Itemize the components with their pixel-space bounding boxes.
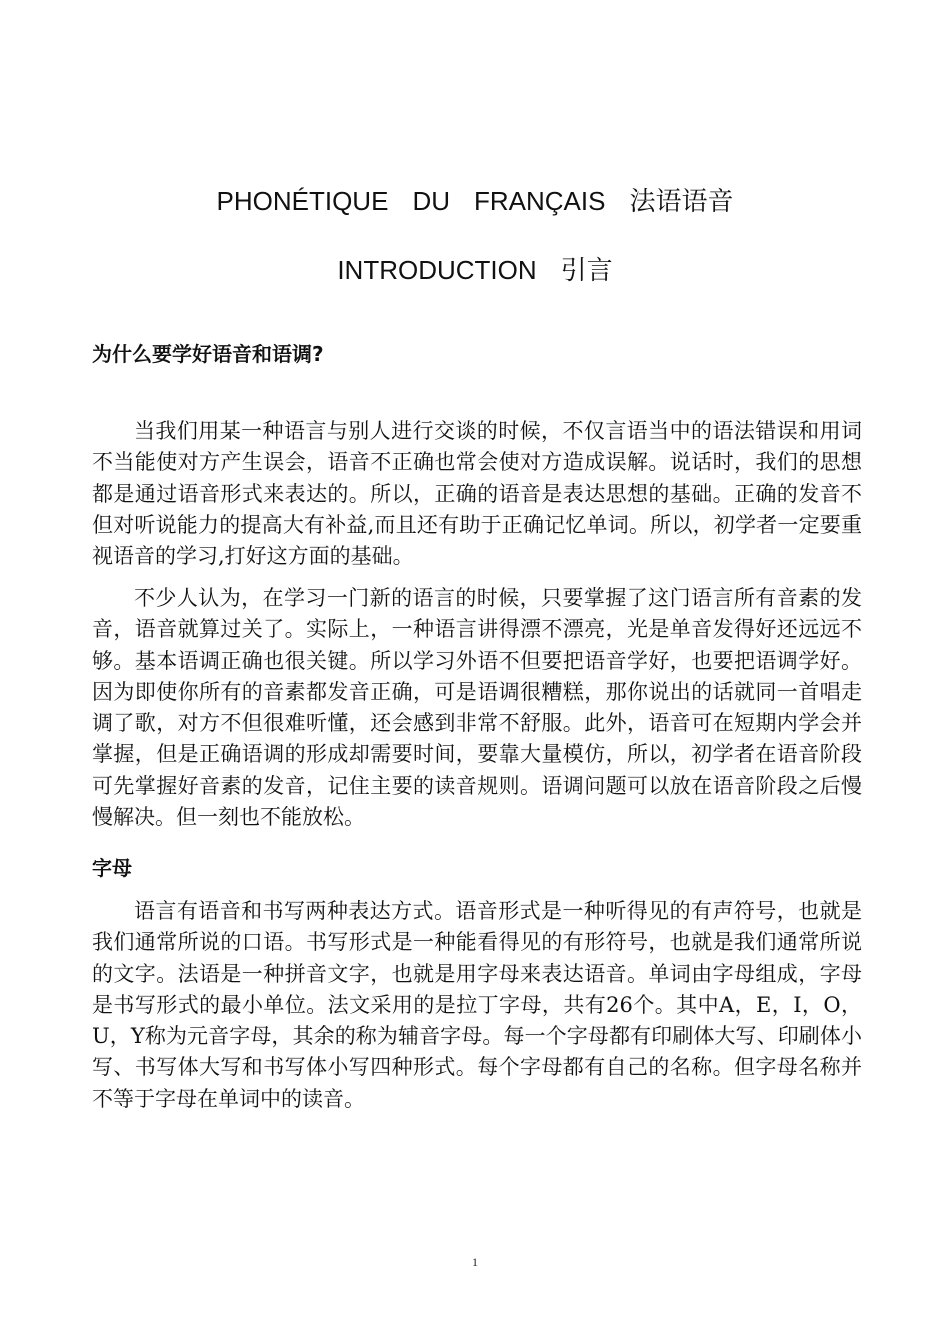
- section-heading-why-learn: 为什么要学好语音和语调?: [92, 342, 324, 366]
- paragraph-alphabet-description: 语言有语音和书写两种表达方式。语音形式是一种听得见的有声符号，也就是我们通常所说的口语。书写形式是一种能看得见的有形符号，也就是我们通常所说的文字。法语是一种拼音文字，也就是用字母来表达语音。单词由字母组成，字母是书写形式的最小单位。法文采用的是拉丁字母，共有26个。其中A，E，I，O，U，Y称为元音字母，其余的称为辅音字母。每一个字母都有印刷体大写、印刷体小写、书写体大写和书写体小写四种形式。每个字母都有自己的名称。但字母名称并不等于字母在单词中的读音。: [92, 899, 862, 1111]
- paragraph-importance-of-pronunciation: 当我们用某一种语言与别人进行交谈的时候，不仅言语当中的语法错误和用词不当能使对方产生误会，语音不正确也常会使对方造成误解。说话时，我们的思想都是通过语音形式来表达的。所以，正确的语音是表达思想的基础。正确的发音不但对听说能力的提高大有补益,而且还有助于正确记忆单词。所以，初学者一定要重视语音的学习,打好这方面的基础。: [92, 419, 862, 569]
- title-word-du: DU: [412, 186, 450, 216]
- document-subtitle: [0, 250, 950, 287]
- document-title: [0, 181, 950, 218]
- title-word-phonetique: PHONÉTIQUE: [216, 186, 389, 216]
- subtitle-chinese: 引言: [560, 255, 613, 285]
- title-word-francais: FRANÇAIS: [474, 186, 606, 216]
- title-chinese: 法语语音: [629, 186, 734, 216]
- page-number: 1: [472, 1255, 478, 1269]
- paragraph-importance-of-intonation: 不少人认为，在学习一门新的语言的时候，只要掌握了这门语言所有音素的发音，语音就算过关了。实际上，一种语言讲得漂不漂亮，光是单音发得好还远远不够。基本语调正确也很关键。所以学习外语不但要把语音学好，也要把语调学好。因为即使你所有的音素都发音正确，可是语调很糟糕，那你说出的话就同一首唱走调了歌，对方不但很难听懂，还会感到非常不舒服。此外，语音可在短期内学会并掌握，但是正确语调的形成却需要时间，要靠大量模仿，所以，初学者在语音阶段可先掌握好音素的发音，记住主要的读音规则。语调问题可以放在语音阶段之后慢慢解决。但一刻也不能放松。: [92, 586, 862, 830]
- section-heading-alphabet: 字母: [92, 856, 132, 880]
- subtitle-english: INTRODUCTION: [337, 255, 537, 285]
